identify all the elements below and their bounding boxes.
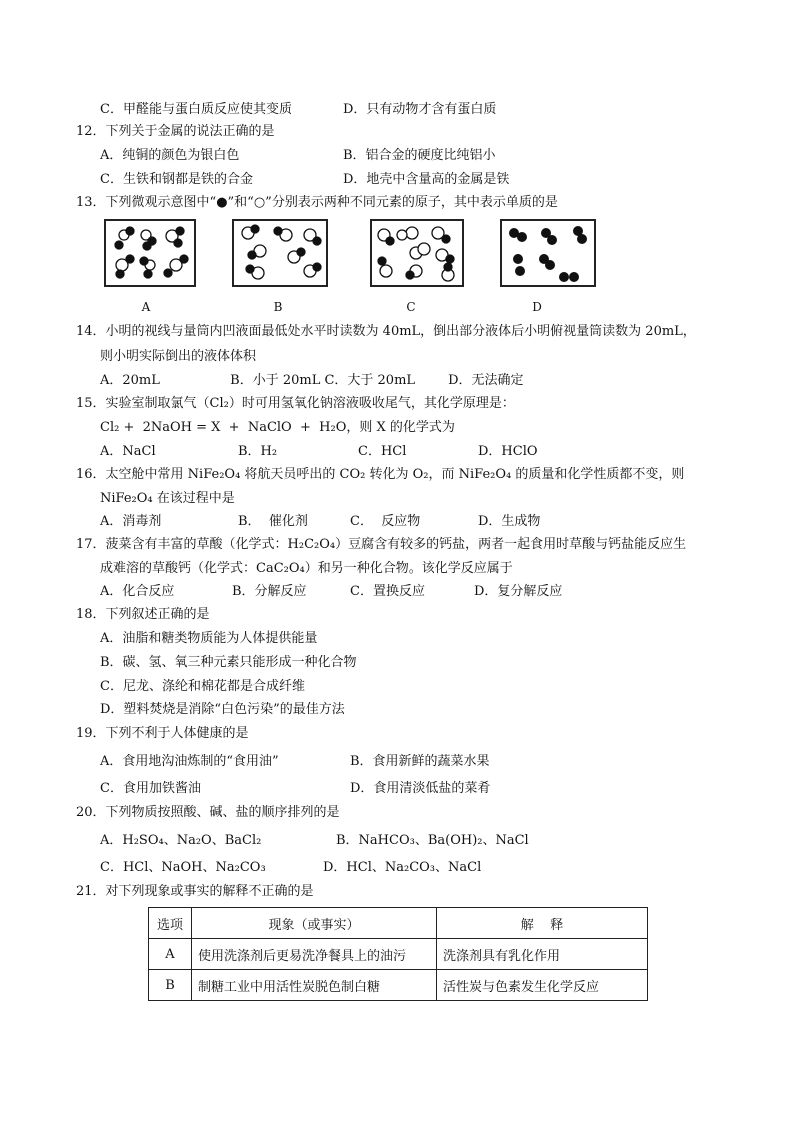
q17-option-a: A．化合反应 (100, 584, 175, 599)
q13-diagram-a (104, 219, 196, 287)
q19-option-c: C．食用加铁酱油 (100, 781, 201, 796)
table-header-option: 选项 (149, 908, 192, 939)
q19-option-a: A．食用地沟油炼制的“食用油” (100, 754, 279, 769)
q19-option-b: B．食用新鲜的蔬菜水果 (350, 754, 490, 769)
table-header-phenomenon: 现象（或事实） (192, 908, 437, 939)
q15-option-a: A．NaCl (100, 444, 156, 459)
table-row (149, 939, 648, 970)
q13-diagram-d (500, 219, 596, 287)
q16-option-d: D．生成物 (478, 514, 541, 529)
q20-option-d: D．HCl、Na₂CO₃、NaCl (323, 860, 482, 875)
table-cell-explanation: 洗涤剂具有乳化作用 (437, 939, 648, 970)
q16-option-b: B． 催化剂 (238, 514, 308, 529)
q16-stem: 16．太空舱中常用 NiFe₂O₄ 将航天员呼出的 CO₂ 转化为 O₂，而 NiFe₂O₄ 的质量和化学性质都不变，则 (76, 467, 685, 482)
q12-option-c: C．生铁和钢都是铁的合金 (100, 172, 253, 187)
molecule-diagram-d (502, 221, 594, 285)
q15-option-d: D．HClO (478, 444, 538, 459)
q17-stem: 17．菠菜含有丰富的草酸（化学式：H₂C₂O₄）豆腐含有较多的钙盐，两者一起食用时草酸与钙盐能反应生 (76, 537, 687, 552)
table-header-row (149, 908, 648, 939)
q17-option-c: C．置换反应 (350, 584, 425, 599)
q18-option-b: B．碳、氢、氧三种元素只能形成一种化合物 (100, 655, 357, 670)
q18-option-c: C．尼龙、涤纶和棉花都是合成纤维 (100, 679, 305, 694)
table-cell-option: B (149, 970, 192, 1001)
q12-option-a: A．纯铜的颜色为银白色 (100, 148, 240, 163)
q11-option-c: C．甲醛能与蛋白质反应使其变质 (100, 102, 292, 117)
q18-option-a: A．油脂和糖类物质能为人体提供能量 (100, 631, 318, 646)
q11-option-d: D．只有动物才含有蛋白质 (343, 102, 497, 117)
q15-stem: 15．实验室制取氯气（Cl₂）时可用氢氧化钠溶液吸收尾气，其化学原理是： (76, 396, 515, 411)
q16-stem-cont: NiFe₂O₄ 在该过程中是 (100, 491, 235, 506)
q15-equation: Cl₂ + 2NaOH = X + NaClO + H₂O，则 X 的化学式为 (100, 420, 455, 435)
q12-option-d: D．地壳中含量高的金属是铁 (343, 172, 510, 187)
table-row (149, 970, 648, 1001)
molecule-diagram-c (372, 221, 462, 285)
table-header-explanation: 解 释 (437, 908, 648, 939)
q13-diagram-c (370, 219, 464, 287)
q20-stem: 20．下列物质按照酸、碱、盐的顺序排列的是 (76, 805, 340, 820)
q20-option-b: B．NaHCO₃、Ba(OH)₂、NaCl (336, 833, 529, 848)
q18-option-d: D．塑料焚烧是消除“白色污染”的最佳方法 (100, 702, 345, 717)
q15-option-c: C．HCl (358, 444, 407, 459)
table-cell-phenomenon: 使用洗涤剂后更易洗净餐具上的油污 (192, 939, 437, 970)
q15-option-b: B．H₂ (238, 444, 278, 459)
q19-option-d: D．食用清淡低盐的菜肴 (350, 781, 491, 796)
q17-stem-cont: 成难溶的草酸钙（化学式：CaC₂O₄）和另一种化合物。该化学反应属于 (100, 561, 513, 576)
q17-option-d: D．复分解反应 (474, 584, 563, 599)
q20-option-c: C．HCl、NaOH、Na₂CO₃ (100, 860, 266, 875)
q13-label-c: C (406, 300, 416, 314)
molecule-diagram-b (234, 221, 326, 285)
q13-label-a: A (141, 300, 151, 314)
q21-table (148, 907, 648, 1001)
q21-stem: 21．对下列现象或事实的解释不正确的是 (76, 884, 314, 899)
q19-stem: 19．下列不利于人体健康的是 (76, 726, 249, 741)
table-cell-option: A (149, 939, 192, 970)
q18-stem: 18．下列叙述正确的是 (76, 607, 210, 622)
q13-diagram-b (232, 219, 328, 287)
q13-stem: 13．下列微观示意图中“●”和“○”分别表示两种不同元素的原子，其中表示单质的是 (76, 195, 558, 210)
molecule-diagram-a (106, 221, 194, 285)
table-cell-explanation: 活性炭与色素发生化学反应 (437, 970, 648, 1001)
q17-option-b: B．分解反应 (232, 584, 307, 599)
q14-stem-cont: 则小明实际倒出的液体体积 (100, 349, 257, 364)
q16-option-a: A．消毒剂 (100, 514, 162, 529)
q20-option-a: A．H₂SO₄、Na₂O、BaCl₂ (100, 833, 262, 848)
q12-option-b: B．铝合金的硬度比纯铝小 (343, 148, 496, 163)
q14-options: A．20mL B．小于 20mL C．大于 20mL D．无法确定 (100, 373, 524, 388)
q12-stem: 12．下列关于金属的说法正确的是 (76, 124, 275, 139)
q16-option-c: C． 反应物 (350, 514, 421, 529)
q13-label-b: B (273, 300, 283, 314)
q14-stem: 14．小明的视线与量筒内凹液面最低处水平时读数为 40mL，倒出部分液体后小明俯视量筒读数为 20mL， (76, 324, 696, 339)
q13-label-d: D (532, 300, 542, 314)
table-cell-phenomenon: 制糖工业中用活性炭脱色制白糖 (192, 970, 437, 1001)
